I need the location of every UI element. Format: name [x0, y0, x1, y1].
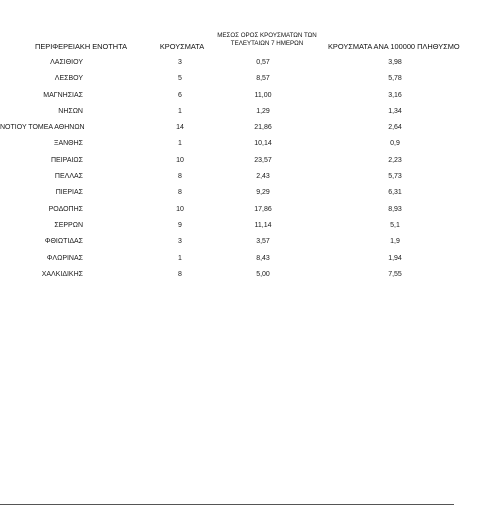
- header-per-100k: ΚΡΟΥΣΜΑΤΑ ΑΝΑ 100000 ΠΛΗΘΥΣΜΟ: [328, 42, 460, 51]
- avg-cell: 5,00: [256, 270, 270, 278]
- avg-cell: 10,14: [254, 140, 272, 148]
- cases-cell: 1: [178, 254, 182, 262]
- avg-cell: 3,57: [256, 238, 270, 246]
- per100k-cell: 8,93: [388, 205, 402, 213]
- avg-cell: 0,57: [256, 59, 270, 66]
- region-cell: ΦΘΙΩΤΙΔΑΣ: [44, 238, 83, 246]
- per100k-cell: 3,98: [388, 59, 402, 66]
- table-row: [0, 58, 479, 74]
- cases-cell: 5: [178, 75, 182, 83]
- cases-cell: 9: [178, 221, 182, 229]
- cases-cell: 8: [178, 189, 182, 197]
- avg-cell: 11,00: [254, 91, 272, 99]
- region-cell: ΝΗΣΩΝ: [58, 107, 83, 115]
- table-row: [0, 237, 479, 253]
- region-cell: ΡΟΔΟΠΗΣ: [48, 205, 83, 213]
- per100k-cell: 5,78: [388, 75, 402, 83]
- per100k-cell: 6,31: [388, 189, 402, 197]
- cases-cell: 6: [178, 91, 182, 99]
- region-cell: ΞΑΝΘΗΣ: [53, 140, 83, 148]
- header-avg-7days: ΜΕΣΟΣ ΟΡΟΣ ΚΡΟΥΣΜΑΤΩΝ ΤΩΝ ΤΕΛΕΥΤΑΙΩΝ 7 ΗΜΕΡΩΝ: [217, 32, 317, 47]
- per100k-cell: 1,94: [388, 254, 402, 262]
- region-cell: ΦΛΩΡΙΝΑΣ: [46, 254, 83, 262]
- bottom-divider: [0, 504, 454, 505]
- avg-cell: 23,57: [254, 156, 272, 164]
- cases-cell: 1: [178, 107, 182, 115]
- table-row: [0, 156, 479, 172]
- per100k-cell: 5,73: [388, 173, 402, 181]
- cases-cell: 3: [178, 59, 182, 66]
- avg-cell: 11,14: [254, 221, 272, 229]
- region-cell: ΠΙΕΡΙΑΣ: [55, 189, 83, 197]
- per100k-cell: 7,55: [388, 270, 402, 278]
- header-region: ΠΕΡΙΦΕΡΕΙΑΚΗ ΕΝΟΤΗΤΑ: [35, 42, 127, 51]
- avg-cell: 1,29: [256, 107, 270, 115]
- header-cases: ΚΡΟΥΣΜΑΤΑ: [159, 42, 205, 51]
- per100k-cell: 0,9: [390, 140, 400, 148]
- table-row: [0, 205, 479, 221]
- table-body: [0, 58, 479, 286]
- table-row: [0, 172, 479, 188]
- table-row: [0, 221, 479, 237]
- avg-cell: 9,29: [256, 189, 270, 197]
- cases-cell: 3: [178, 238, 182, 246]
- per100k-cell: 1,9: [390, 238, 400, 246]
- region-cell: ΠΕΙΡΑΙΩΣ: [51, 156, 83, 164]
- cases-cell: 8: [178, 270, 182, 278]
- region-cell: ΣΕΡΡΩΝ: [54, 221, 83, 229]
- per100k-cell: 5,1: [390, 221, 400, 229]
- table-row: [0, 107, 479, 123]
- region-cell: ΧΑΛΚΙΔΙΚΗΣ: [41, 270, 83, 278]
- per100k-cell: 2,64: [388, 124, 402, 132]
- region-cell: ΛΕΣΒΟΥ: [54, 75, 83, 83]
- avg-cell: 17,86: [254, 205, 272, 213]
- table-row: [0, 74, 479, 90]
- per100k-cell: 2,23: [388, 156, 402, 164]
- table-row: [0, 270, 479, 286]
- table-row: [0, 139, 479, 155]
- region-cell: ΜΑΓΝΗΣΙΑΣ: [43, 91, 83, 99]
- table-row: [0, 254, 479, 270]
- table-row: [0, 123, 479, 139]
- region-cell: ΝΟΤΙΟΥ ΤΟΜΕΑ ΑΘΗΝΩΝ: [0, 124, 85, 132]
- region-cell: ΛΑΣΙΘΙΟΥ: [50, 59, 83, 66]
- cases-cell: 10: [176, 205, 184, 213]
- per100k-cell: 1,34: [388, 107, 402, 115]
- cases-cell: 10: [176, 156, 184, 164]
- table-row: [0, 188, 479, 204]
- avg-cell: 21,86: [254, 124, 272, 132]
- cases-cell: 14: [176, 124, 184, 132]
- table-row: [0, 91, 479, 107]
- cases-cell: 1: [178, 140, 182, 148]
- per100k-cell: 3,16: [388, 91, 402, 99]
- cases-cell: 8: [178, 173, 182, 181]
- avg-cell: 8,43: [256, 254, 270, 262]
- avg-cell: 8,57: [256, 75, 270, 83]
- avg-cell: 2,43: [256, 173, 270, 181]
- region-cell: ΠΕΛΛΑΣ: [54, 173, 83, 181]
